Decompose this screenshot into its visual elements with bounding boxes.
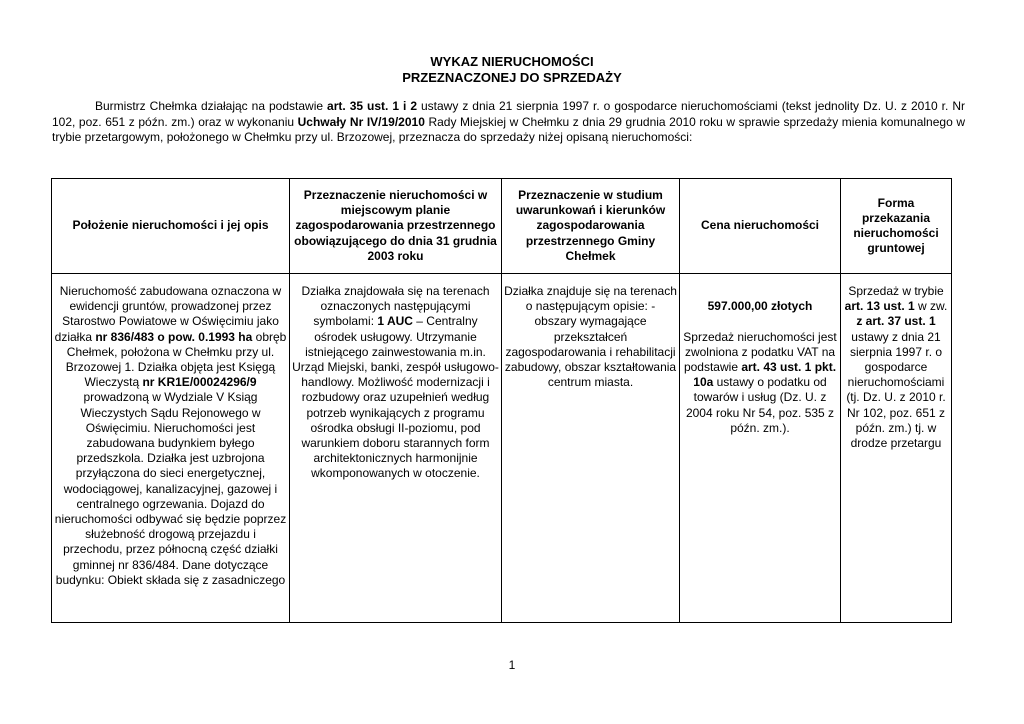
header-local-plan: Przeznaczenie nieruchomości w miejscowym planie zagospodarowania przestrzennego obowiązującego do dnia 31 grudnia 2003 roku [290, 179, 502, 274]
cell-price [680, 274, 841, 623]
document-title-line2: PRZEZNACZONEJ DO SPRZEDAŻY [402, 70, 622, 85]
location-text-2: obręb Chełmek, położona w Chełmku przy ul. Brzozowej 1. Działka objęta jest Księgą Wieczystą [65, 329, 287, 390]
location-text-1: Nieruchomość zabudowana oznaczona w ewidencji gruntów, prowadzonej przez Starostwo Powiatowe w Oświęcimiu jako działka [54, 284, 282, 344]
intro-resolution: Uchwały Nr IV/19/2010 [297, 114, 425, 129]
intro-text-2: ustawy z dnia 21 sierpnia 1997 r. o gospodarce nieruchomościami (tekst jednolity Dz. U. z 2010 r. Nr 102, poz. 651 z późn. zm.) oraz w wykonaniu [52, 99, 965, 129]
form-text-1: Sprzedaż w trybie [848, 284, 944, 298]
vat-text-1: Sprzedaż nieruchomości jest zwolniona z podatku VAT na podstawie [683, 329, 837, 375]
study-text: Działka znajduje się na terenach o następującym opisie: - obszary wymagające przekształceń zagospodarowania i rehabilitacji zabudowy, obszar kształtowania centrum miasta. [504, 284, 677, 390]
document-title-line1: WYKAZ NIERUCHOMOŚCI [430, 54, 594, 69]
table-header-row [52, 179, 952, 274]
cell-study [502, 274, 680, 623]
cell-local-plan [290, 274, 502, 623]
page-number: 1 [508, 658, 516, 672]
table-row [52, 274, 952, 623]
header-location: Położenie nieruchomości i jej opis [52, 179, 290, 274]
header-study: Przeznaczenie w studium uwarunkowań i kierunków zagospodarowania przestrzennego Gminy Chełmek [502, 179, 680, 274]
intro-paragraph [52, 99, 965, 146]
header-transfer-form: Forma przekazania nieruchomości gruntowej [841, 179, 952, 274]
plan-symbol: 1 AUC [377, 314, 413, 329]
vat-legal-basis: art. 43 ust. 1 pkt. 10a [693, 360, 837, 390]
intro-text-3: Rady Miejskiej w Chełmku z dnia 29 grudnia 2010 roku w sprawie sprzedaży mienia komunalnego w trybie przetargowym, położonego w Chełmku przy ul. Brzozowej, przeznacza do sprzedaży niżej opisaną nieruchomości: [52, 114, 965, 144]
location-text-3: prowadzoną w Wydziale V Ksiąg Wieczystych Sądu Rejonowego w Oświęcimiu. Nieruchomości jest zabudowana budynkiem byłego przedszkola. Działka jest uzbrojona przyłączona do sieci energetycznej, wodociągowej, kanalizacyjnej, gazowej i centralnego ogrzewania. Dojazd do nieruchomości odbywać się będzie poprzez służebność drogową przejazdu i przechodu, przez północną część działki gminnej nr 836/484. Dane dotyczące budynku: Obiekt składa się z zasadniczego [54, 390, 287, 587]
price-value: 597.000,00 złotych [707, 299, 813, 314]
plan-text-2: – Centralny ośrodek usługowy. Utrzymanie istniejącego zainwestowania m.in. Urząd Miejski, banki, zespół usługowo-handlowy. Możliwość modernizacji i rozbudowy oraz uzupełnień według potrzeb wynikających z programu ośrodka obsługi II-poziomu, pod warunkiem doboru starannych form architektonicznych harmonijnie wkomponowanych w otoczenie. [292, 314, 499, 481]
plot-number: nr 836/483 o pow. 0.1993 ha [95, 329, 253, 344]
plan-text-1: Działka znajdowała się na terenach oznaczonych następującymi symbolami: [301, 284, 490, 329]
form-article-2: z art. 37 ust. 1 [856, 314, 936, 329]
intro-text-1: Burmistrz Chełmka działając na podstawie [95, 99, 328, 113]
vat-text-2: ustawy o podatku od towarów i usług (Dz. U. z 2004 roku Nr 54, poz. 535 z późn. zm.). [685, 375, 835, 435]
form-article-1: art. 13 ust. 1 [844, 299, 915, 314]
land-register-number: nr KR1E/00024296/9 [142, 375, 257, 390]
intro-legal-basis: art. 35 ust. 1 i 2 [327, 99, 417, 113]
header-price: Cena nieruchomości [680, 179, 841, 274]
form-text-2: w zw. [914, 299, 948, 314]
form-text-3: ustawy z dnia 21 sierpnia 1997 r. o gospodarce nieruchomościami (tj. Dz. U. z 2010 r. Nr 102, poz. 651 z późn. zm.) tj. w drodze przetargu [846, 329, 946, 451]
cell-location [52, 274, 290, 623]
property-table [51, 178, 952, 623]
cell-transfer-form [841, 274, 952, 623]
